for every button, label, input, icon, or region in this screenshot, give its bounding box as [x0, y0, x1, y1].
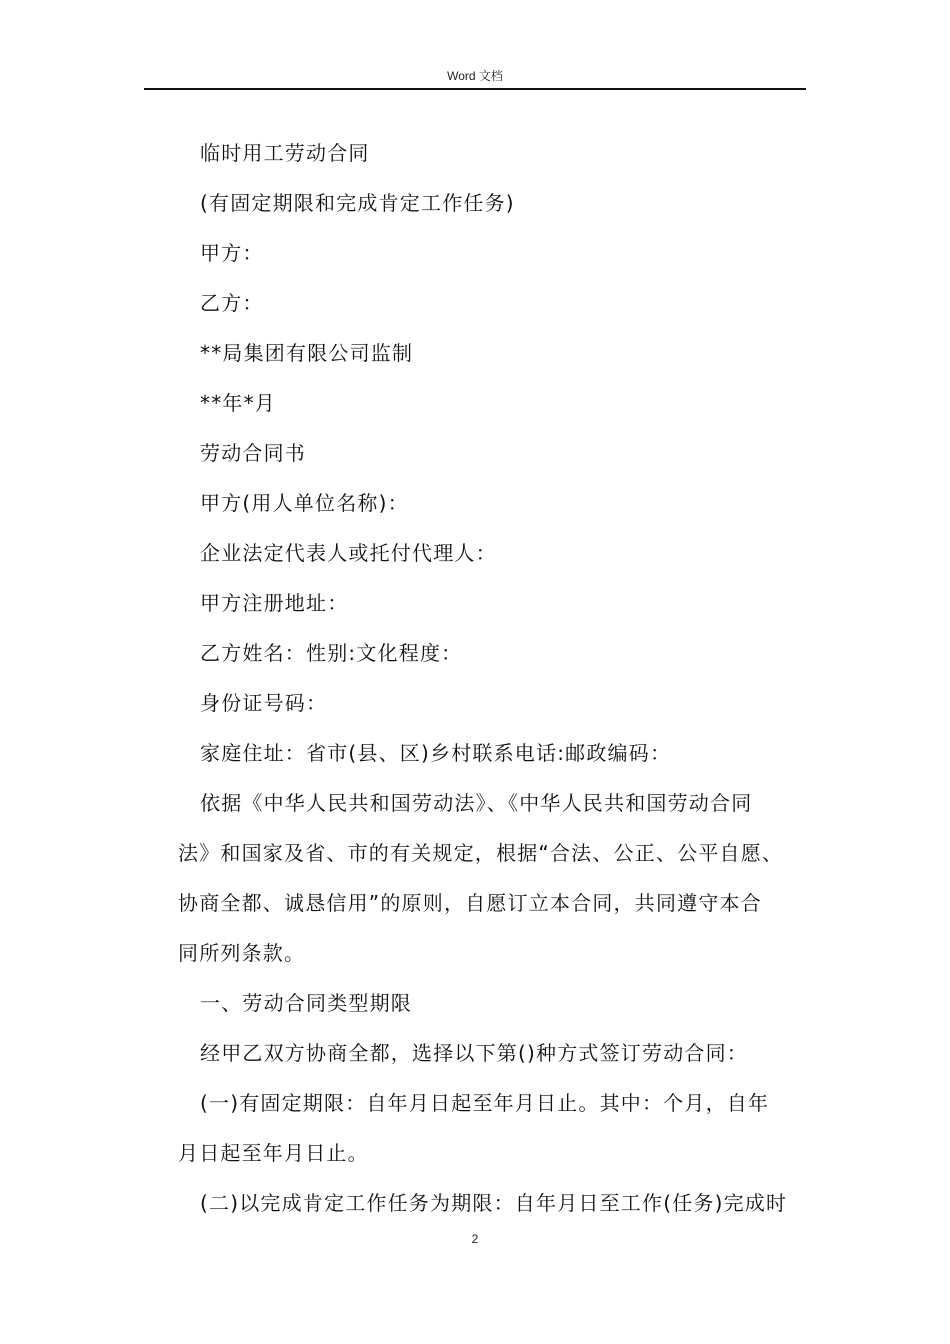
contract-title: 临时用工劳动合同 [200, 141, 370, 165]
paragraph-line: (二)以完成肯定工作任务为期限：自年月日至工作(任务)完成时 [200, 1191, 788, 1215]
paragraph-line: (一)有固定期限：自年月日起至年月日止。其中：个月，自年 [200, 1091, 770, 1115]
header-title: Word 文档 [447, 69, 503, 83]
page-header [144, 66, 806, 90]
party-b-line: 乙方： [200, 291, 264, 315]
page-number: 2 [471, 1232, 479, 1246]
employer-name-line: 甲方(用人单位名称)： [200, 491, 409, 515]
paragraph-line: 月日起至年月日止。 [178, 1141, 369, 1165]
section-heading: 一、劳动合同类型期限 [200, 991, 412, 1015]
paragraph-line: 同所列条款。 [178, 941, 306, 965]
paragraph-line: 依据《中华人民共和国劳动法》、《中华人民共和国劳动合同 [200, 791, 753, 815]
home-address-line: 家庭住址：省市(县、区)乡村联系电话:邮政编码： [200, 741, 672, 765]
party-a-line: 甲方： [200, 241, 264, 265]
contract-book-title: 劳动合同书 [200, 441, 306, 465]
date-line: **年*月 [200, 391, 276, 415]
paragraph-line: 协商全都、诚恳信用”的原则，自愿订立本合同，共同遵守本合 [178, 891, 762, 915]
employee-info-line: 乙方姓名：性别:文化程度： [200, 641, 463, 665]
employer-address-line: 甲方注册地址： [200, 591, 349, 615]
id-number-line: 身份证号码： [200, 691, 328, 715]
paragraph-line: 法》和国家及省、市的有关规定，根据“合法、公正、公平自愿、 [178, 841, 784, 865]
contract-subtitle: (有固定期限和完成肯定工作任务) [200, 191, 515, 215]
supervisor-line: **局集团有限公司监制 [200, 341, 414, 365]
legal-representative-line: 企业法定代表人或托付代理人： [200, 541, 497, 565]
paragraph-line: 经甲乙双方协商全都，选择以下第()种方式签订劳动合同： [200, 1041, 749, 1065]
document-body [178, 128, 818, 1228]
